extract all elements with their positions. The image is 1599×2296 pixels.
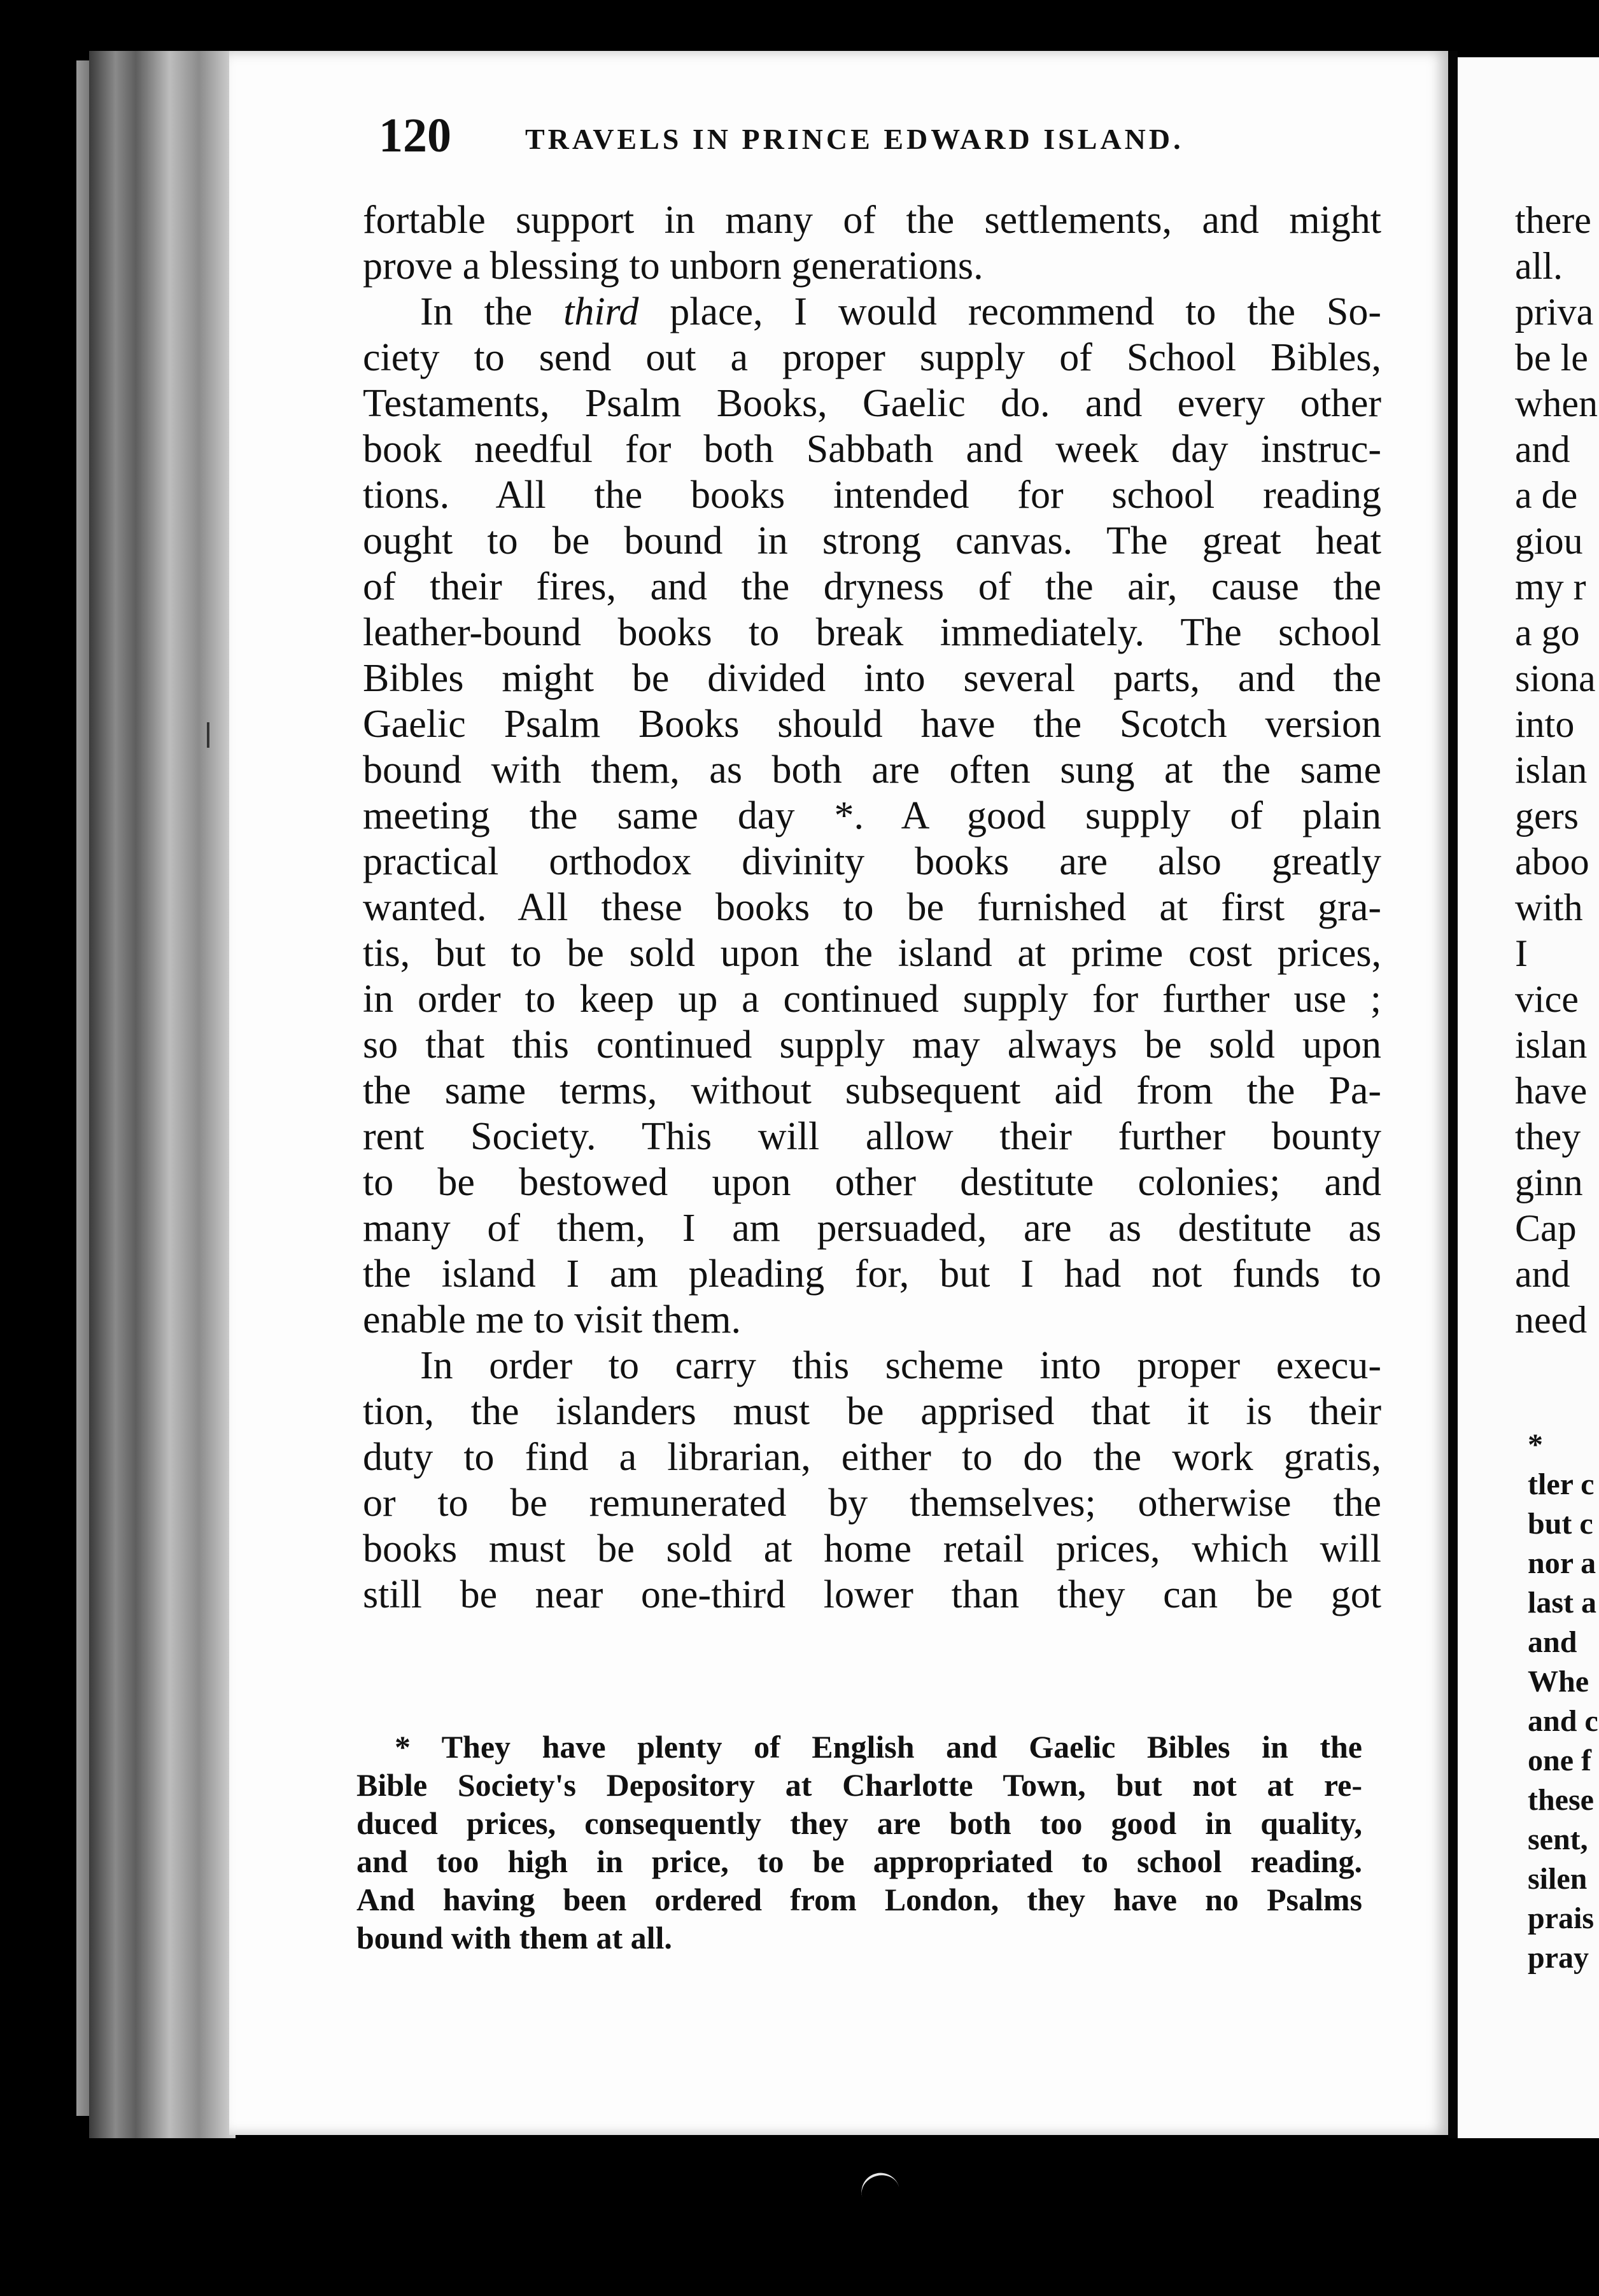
margin-mark [207,722,209,748]
facing-footnote-fragment: but c [1528,1507,1593,1541]
text-line: the same terms, without subsequent aid from the Pa- [363,1069,1381,1112]
facing-page-fragment: need [1515,1299,1588,1341]
facing-page-text [1515,197,1599,1343]
facing-footnote-fragment: sent, [1528,1823,1588,1856]
text-line: or to be remunerated by themselves; otherwise the [363,1481,1381,1525]
page-number: 120 [379,109,451,162]
text-line: Testaments, Psalm Books, Gaelic do. and every other [363,382,1381,425]
text-line [363,289,1381,335]
text-line: so that this continued supply may always be sold upon [363,1023,1381,1067]
facing-page-fragment: all. [1515,245,1563,287]
facing-footnote-fragment: silen [1528,1862,1588,1896]
footnote-line: and too high in price, to be appropriated to school reading. [356,1844,1362,1879]
footnote-line: And having been ordered from London, they have no Psalms [356,1882,1362,1917]
text-line: still be near one-third lower than they can be got [363,1573,1381,1616]
text-line: meeting the same day *. A good supply of plain [363,794,1381,837]
facing-page-fragment: gers [1515,795,1579,837]
facing-page-fragment: giou [1515,520,1583,562]
facing-page-fragment: and [1515,1253,1570,1295]
footnote [356,1728,1362,1957]
footnote-line: Bible Society's Depository at Charlotte Town, but not at re- [356,1767,1362,1803]
facing-page-fragment: into [1515,703,1575,745]
facing-footnote-fragment: and [1528,1625,1577,1659]
facing-page-fragment: there [1515,199,1591,241]
text-line: leather-bound books to break immediately. The school [363,611,1381,654]
facing-page-fragment: have [1515,1070,1588,1112]
facing-page-fragment: and [1515,428,1570,470]
facing-footnote-fragment: pray [1528,1941,1589,1975]
facing-footnote-fragment: nor a [1528,1546,1596,1580]
facing-page-fragment: when [1515,382,1598,424]
text-line: wanted. All these books to be furnished at first gra- [363,886,1381,929]
facing-page-fragment: a go [1515,612,1580,654]
facing-page-fragment: a de [1515,474,1578,516]
facing-footnote-fragment: tler c [1528,1467,1595,1501]
text-line: ought to be bound in strong canvas. The great heat [363,519,1381,563]
facing-page-fragment: aboo [1515,841,1589,883]
facing-page-fragment: siona [1515,657,1596,699]
text-line: ciety to send out a proper supply of School Bibles, [363,336,1381,379]
facing-page-fragment: Cap [1515,1207,1577,1249]
facing-footnote-fragment: * [1528,1428,1543,1462]
text-line: duty to find a librarian, either to do the work gratis, [363,1436,1381,1479]
facing-footnote-fragment: Whe [1528,1665,1589,1698]
facing-page-fragment: ginn [1515,1161,1583,1203]
italic-word: third [563,290,639,333]
text-line: books must be sold at home retail prices, which will [363,1527,1381,1571]
text-line: rent Society. This will allow their further bounty [363,1115,1381,1158]
text-line: book needful for both Sabbath and week day instruc- [363,428,1381,471]
facing-page-fragment: vice [1515,978,1579,1020]
facing-page-fragment: my r [1515,566,1586,608]
text-line: tions. All the books intended for school reading [363,473,1381,517]
book-gutter [1448,51,1458,2138]
text-line: In order to carry this scheme into proper execu- [420,1344,1381,1387]
facing-footnote-fragment: and c [1528,1704,1598,1738]
facing-page-fragment: priva [1515,291,1594,333]
text-line: tion, the islanders must be apprised that it is their [363,1390,1381,1433]
facing-page-fragment: I [1515,932,1528,974]
facing-page-footnote [1528,1425,1599,1978]
text-line: Bibles might be divided into several parts, and the [363,657,1381,700]
footnote-line: bound with them at all. [356,1920,672,1956]
footnote-line: * They have plenty of English and Gaelic Bibles in the [395,1729,1362,1765]
facing-page-fragment: they [1515,1116,1581,1158]
text-line: many of them, I am persuaded, are as destitute as [363,1207,1381,1250]
text-line: in order to keep up a continued supply for further use ; [363,977,1381,1021]
facing-page-fragment: islan [1515,1024,1588,1066]
book-page-edges [89,51,236,2138]
text-line: to be bestowed upon other destitute colonies; and [363,1161,1381,1204]
text-line: practical orthodox divinity books are also greatly [363,840,1381,883]
facing-page-fragment: with [1515,886,1583,928]
running-title: TRAVELS IN PRINCE EDWARD ISLAND. [525,123,1184,155]
footnote-line: duced prices, consequently they are both too good in quality, [356,1805,1362,1841]
running-header [379,108,1244,185]
text-line: tis, but to be sold upon the island at prime cost prices, [363,932,1381,975]
text-line: the island I am pleading for, but I had not funds to [363,1252,1381,1296]
facing-page-fragment: islan [1515,749,1588,791]
facing-page-fragment: be le [1515,337,1588,379]
facing-footnote-fragment: one f [1528,1744,1591,1777]
text-line: Gaelic Psalm Books should have the Scotch version [363,703,1381,746]
scan-mark [857,2169,900,2199]
text-line: prove a blessing to unborn generations. [363,244,983,288]
text-line: enable me to visit them. [363,1298,742,1341]
body-text [363,197,1381,1618]
text-line: of their fires, and the dryness of the air, cause the [363,565,1381,608]
text-line-content: In the third place, I would recommend to the So- [420,290,1381,333]
text-line: bound with them, as both are often sung at the same [363,748,1381,792]
text-line: fortable support in many of the settlements, and might [363,199,1381,242]
facing-footnote-fragment: these [1528,1783,1594,1817]
facing-footnote-fragment: last a [1528,1586,1596,1620]
facing-footnote-fragment: prais [1528,1901,1595,1935]
